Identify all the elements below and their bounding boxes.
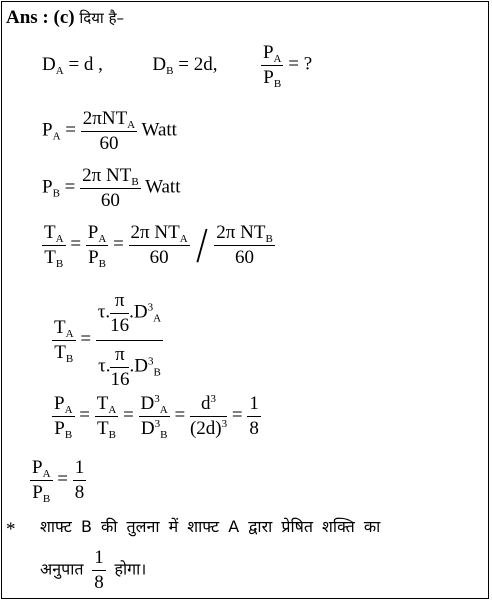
conclusion-star: *: [6, 519, 16, 540]
equation-pa: $P_A$ = $\frac{2\pi NT_A}{60}$ Watt: [42, 108, 177, 154]
conclusion-line-2: अनुपात $\frac{1}{8}$ होगा।: [40, 547, 147, 593]
pa-fraction: $\frac{2\pi NT_A}{60}$: [82, 108, 136, 154]
equation-chain: $\frac{P_A}{P_B}$ = $\frac{T_A}{T_B}$ = $\frac{D^3_A}{D^3_B}$ = $\frac{d^3}{(2d)^3}$ = $\frac{1}{8}$: [54, 393, 259, 441]
torque-big-fraction: τ. $\frac{\pi}{16}$ $.D^3_A$ τ. $\frac{\pi}{16}$ $.D^3_B$: [97, 290, 162, 390]
equation-final: $\frac{P_A}{P_B}$ = $\frac{1}{8}$: [32, 457, 85, 505]
given-ratio-value: = ?: [288, 53, 313, 75]
equation-torque-power-ratio: $\frac{T_A}{T_B}$ = $\frac{P_A}{P_B}$ = $\frac{2\pi NT_A}{60}$ / $\frac{2\pi NT_B}{60}$: [44, 216, 273, 273]
pa-unit: Watt: [141, 119, 177, 141]
given-text: दिया है–: [79, 9, 125, 27]
answer-header: [6, 8, 124, 27]
answer-label: Ans : (c): [6, 7, 75, 28]
equation-torque-diameter: $\frac{T_A}{T_B}$ = τ. $\frac{\pi}{16}$ $.D^3_A$ τ. $\frac{\pi}{16}$ $.D^3_B$: [54, 290, 162, 390]
given-db: $D_B = 2d$,: [152, 53, 218, 77]
given-da: $D_A = d$ ,: [42, 53, 103, 77]
given-power-ratio: $\frac{P_A}{P_B}$: [262, 42, 282, 90]
equation-pb: $P_B$ = $\frac{2\pi NT_B}{60}$ Watt: [42, 165, 181, 211]
given-line: [42, 42, 312, 89]
pb-unit: Watt: [145, 176, 181, 198]
pb-fraction: $\frac{2\pi NT_B}{60}$: [82, 165, 139, 211]
conclusion-line-1: शाफ्ट B की तुलना में शाफ्ट A द्वारा प्रेषित शक्ति का: [40, 517, 381, 536]
division-slash: /: [196, 216, 208, 273]
